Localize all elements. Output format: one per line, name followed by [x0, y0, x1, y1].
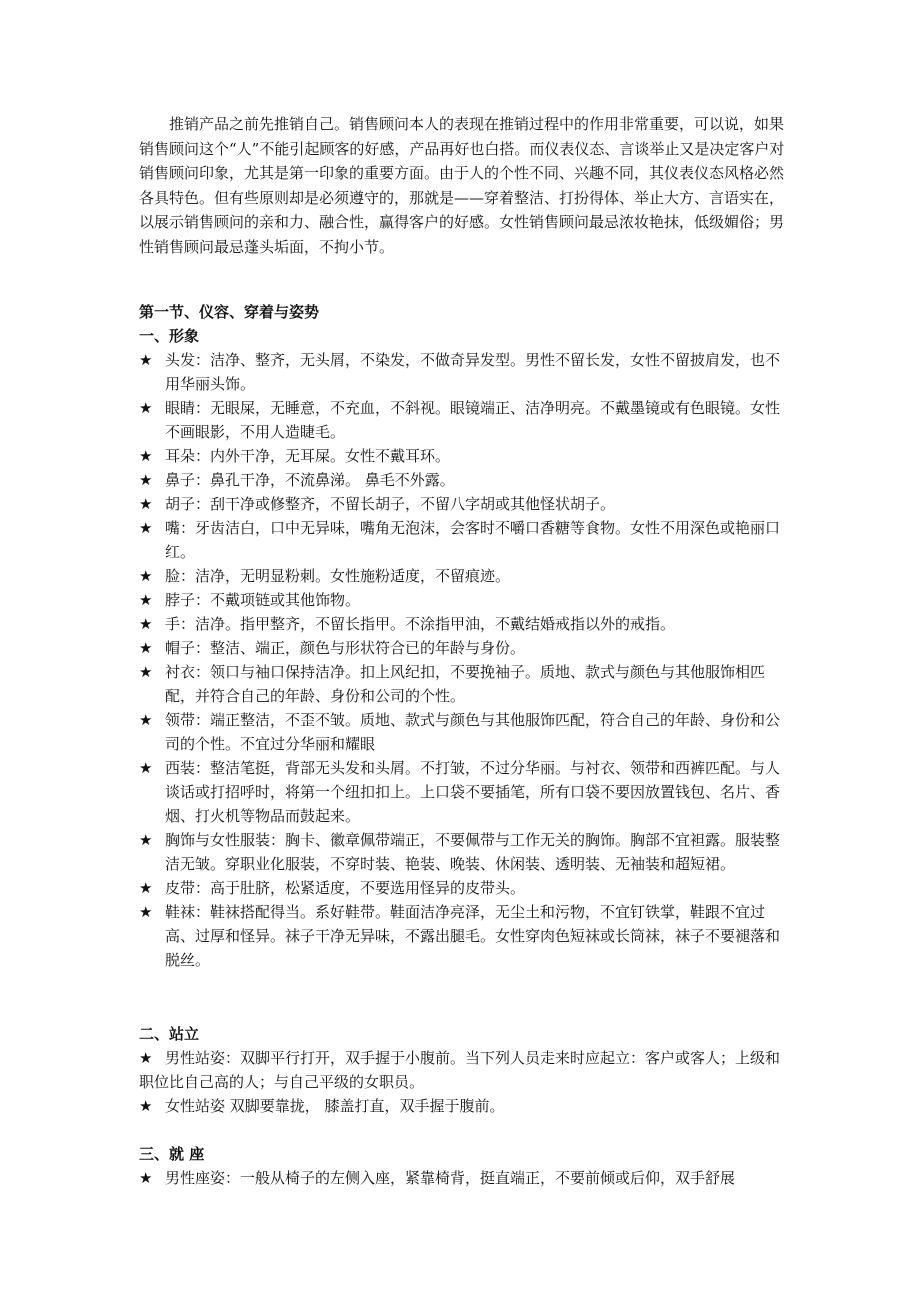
- list-item: ★ 胸饰与女性服装：胸卡、徽章佩带端正，不要佩带与工作无关的胸饰。胸部不宜袒露。服装整洁无皱。穿职业化服装，不穿时装、艳装、晚装、休闲装、透明装、无袖装和超短裙。: [139, 828, 789, 876]
- star-icon: ★: [139, 567, 153, 585]
- star-icon: ★: [139, 495, 153, 513]
- star-icon: ★: [139, 1049, 153, 1067]
- list-item: ★ 衬衣：领口与袖口保持洁净。扣上风纪扣，不要挽袖子。质地、款式与颜色与其他服饰相匹配，并符合自己的年龄、身份和公司的个性。: [139, 660, 789, 708]
- list-item: ★ 嘴：牙齿洁白，口中无异味，嘴角无泡沫，会客时不嚼口香糖等食物。女性不用深色或艳丽口红。: [139, 516, 789, 564]
- list-item: ★ 领带：端正整洁，不歪不皱。质地、款式与颜色与其他服饰匹配，符合自己的年龄、身份和公司的个性。不宜过分华丽和耀眼: [139, 708, 789, 756]
- list-item: ★ 男性站姿：双脚平行打开，双手握于小腹前。当下列人员走来时应起立：客户或客人；上级和职位比自己高的人；与自己平级的女职员。: [139, 1046, 789, 1094]
- star-icon: ★: [139, 663, 153, 681]
- list-item: ★ 鞋袜：鞋袜搭配得当。系好鞋带。鞋面洁净亮泽，无尘土和污物，不宜钉铁掌，鞋跟不宜过高、过厚和怪异。袜子干净无异味，不露出腿毛。女性穿肉色短袜或长筒袜，袜子不要褪落和脱丝。: [139, 900, 789, 972]
- list-item: ★ 眼睛：无眼屎，无睡意，不充血，不斜视。眼镜端正、洁净明亮。不戴墨镜或有色眼镜。女性不画眼影，不用人造睫毛。: [139, 396, 789, 444]
- list-item: ★ 脖子：不戴项链或其他饰物。: [139, 588, 789, 612]
- star-icon: ★: [139, 351, 153, 369]
- list-item: ★ 皮带：高于肚脐，松紧适度，不要选用怪异的皮带头。: [139, 876, 789, 900]
- chapter-title: 第一节、仪容、穿着与姿势: [139, 303, 320, 321]
- list-item: ★ 头发：洁净、整齐，无头屑，不染发，不做奇异发型。男性不留长发，女性不留披肩发，也不用华丽头饰。: [139, 348, 789, 396]
- list-item: ★ 耳朵：内外干净，无耳屎。女性不戴耳环。: [139, 444, 789, 468]
- list-item: ★ 帽子：整洁、端正，颜色与形状符合已的年龄与身份。: [139, 636, 789, 660]
- star-icon: ★: [139, 759, 153, 777]
- star-icon: ★: [139, 615, 153, 633]
- star-icon: ★: [139, 447, 153, 465]
- section-standing-list: [139, 1046, 789, 1118]
- section-title-sitting: 三、就 座: [139, 1145, 205, 1163]
- star-icon: ★: [139, 711, 153, 729]
- intro-paragraph: 推销产品之前先推销自己。销售顾问本人的表现在推销过程中的作用非常重要，可以说，如果销售顾问这个“人”不能引起顾客的好感，产品再好也白搭。而仪表仪态、言谈举止又是决定客户对销售顾问印象，尤其是第一印象的重要方面。由于人的个性不同、兴趣不同，其仪表仪态风格必然各具特色。但有些原则却是必须遵守的，那就是——穿着整洁、打扮得体、举止大方、言语实在，以展示销售顾问的亲和力、融合性，赢得客户的好感。女性销售顾问最忌浓妆艳抹，低级媚俗；男性销售顾问最忌蓬头垢面，不拘小节。: [139, 115, 785, 256]
- star-icon: ★: [139, 879, 153, 897]
- list-item: ★ 男性座姿：一般从椅子的左侧入座，紧靠椅背，挺直端正，不要前倾或后仰，双手舒展: [139, 1166, 789, 1190]
- list-item: ★ 手：洁净。指甲整齐，不留长指甲。不涂指甲油，不戴结婚戒指以外的戒指。: [139, 612, 789, 636]
- star-icon: ★: [139, 471, 153, 489]
- list-item: ★ 女性站姿 双脚要靠拢， 膝盖打直，双手握于腹前。: [139, 1094, 789, 1118]
- section-image-list: [139, 348, 789, 972]
- list-item: ★ 西装：整洁笔挺，背部无头发和头屑。不打皱，不过分华丽。与衬衣、领带和西裤匹配。与人谈话或打招呼时，将第一个纽扣扣上。上口袋不要插笔，所有口袋不要因放置钱包、名片、香烟、打火机等物品而鼓起来。: [139, 756, 789, 828]
- star-icon: ★: [139, 519, 153, 537]
- star-icon: ★: [139, 591, 153, 609]
- star-icon: ★: [139, 831, 153, 849]
- star-icon: ★: [139, 903, 153, 921]
- star-icon: ★: [139, 639, 153, 657]
- star-icon: ★: [139, 1097, 153, 1115]
- list-item: ★ 胡子：刮干净或修整齐，不留长胡子，不留八字胡或其他怪状胡子。: [139, 492, 789, 516]
- star-icon: ★: [139, 399, 153, 417]
- list-item: ★ 脸：洁净，无明显粉刺。女性施粉适度，不留痕迹。: [139, 564, 789, 588]
- section-title-image: 一、形象: [139, 327, 200, 345]
- list-item: ★ 鼻子：鼻孔干净，不流鼻涕。 鼻毛不外露。: [139, 468, 789, 492]
- star-icon: ★: [139, 1169, 153, 1187]
- section-title-standing: 二、站立: [139, 1025, 200, 1043]
- section-sitting-list: [139, 1166, 789, 1192]
